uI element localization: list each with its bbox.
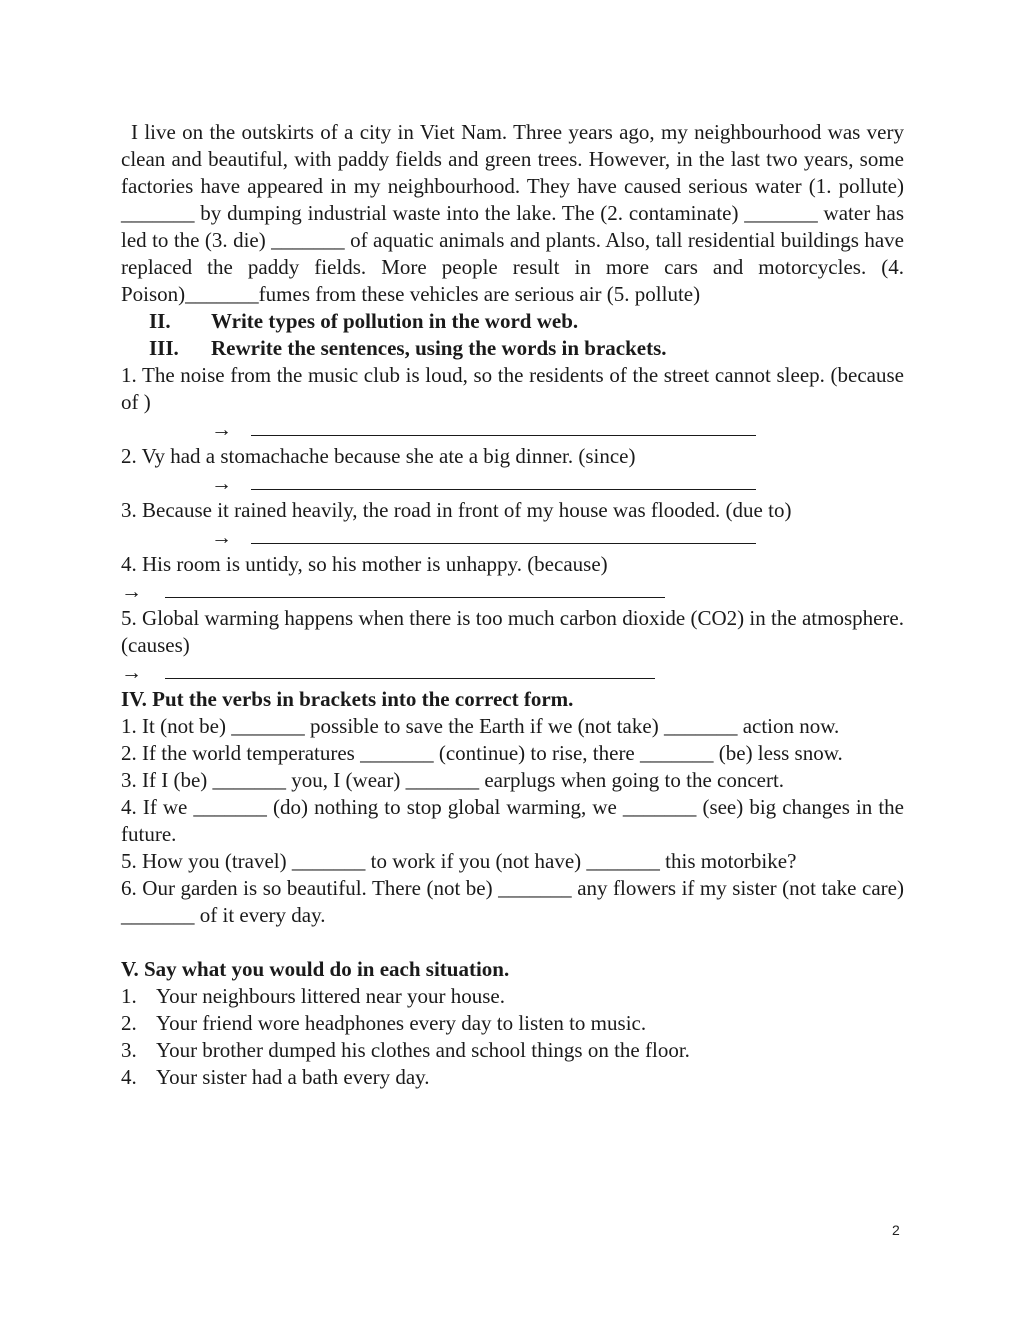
answer-line-3[interactable] bbox=[121, 524, 904, 551]
answer-blank[interactable] bbox=[251, 473, 756, 490]
passage-paragraph: I live on the outskirts of a city in Viet Nam. Three years ago, my neighbourhood was very clean and beautiful, with paddy fields and green trees. However, in the last two years, some factories have appeared in my neighbourhood. They have caused serious water (1. pollute) _______ by dumping industrial waste into the lake. The (2. contaminate) _______ water has led to the (3. die) _______ of aquatic animals and plants. Also, tall residential buildings have replaced the paddy fields. More people result in more cars and motorcycles. (4. Poison)_______fumes from these vehicles are serious air (5. pollute) bbox=[121, 120, 904, 306]
page-number: 2 bbox=[892, 1222, 900, 1238]
rewrite-item-5: 5. Global warming happens when there is too much carbon dioxide (CO2) in the atmosphere. (causes) bbox=[121, 606, 904, 657]
situation-item-3 bbox=[121, 1037, 904, 1064]
section-3-numeral: III. bbox=[149, 336, 179, 360]
rewrite-item-4: 4. His room is untidy, so his mother is unhappy. (because) bbox=[121, 552, 608, 576]
answer-line-5[interactable] bbox=[121, 659, 904, 686]
verb-item-6: 6. Our garden is so beautiful. There (not be) _______ any flowers if my sister (not take care) _______ of it every day. bbox=[121, 876, 904, 927]
situation-item-4 bbox=[121, 1064, 904, 1091]
arrow-icon: → bbox=[211, 525, 232, 549]
arrow-icon: → bbox=[211, 471, 232, 495]
section-2-title: Write types of pollution in the word web. bbox=[211, 309, 579, 333]
section-4-heading: IV. Put the verbs in brackets into the correct form. bbox=[121, 687, 574, 711]
arrow-icon: → bbox=[121, 660, 142, 684]
section-3-heading bbox=[121, 335, 904, 362]
situation-text: Your sister had a bath every day. bbox=[156, 1065, 430, 1089]
rewrite-item-2: 2. Vy had a stomachache because she ate a big dinner. (since) bbox=[121, 444, 636, 468]
verb-item-3: 3. If I (be) _______ you, I (wear) _______ earplugs when going to the concert. bbox=[121, 768, 785, 792]
section-3-title: Rewrite the sentences, using the words in brackets. bbox=[211, 336, 667, 360]
answer-line-2[interactable] bbox=[121, 470, 904, 497]
answer-line-4[interactable] bbox=[121, 578, 904, 605]
verb-item-1: 1. It (not be) _______ possible to save the Earth if we (not take) _______ action now. bbox=[121, 714, 840, 738]
situation-text: Your neighbours littered near your house. bbox=[156, 984, 505, 1008]
situation-number: 4. bbox=[121, 1065, 137, 1089]
answer-blank[interactable] bbox=[251, 527, 756, 544]
arrow-icon: → bbox=[121, 579, 142, 603]
section-2-numeral: II. bbox=[149, 309, 171, 333]
answer-line-1[interactable] bbox=[121, 416, 904, 443]
section-2-heading bbox=[121, 308, 904, 335]
situation-number: 3. bbox=[121, 1038, 137, 1062]
situation-number: 2. bbox=[121, 1011, 137, 1035]
answer-blank[interactable] bbox=[165, 662, 655, 679]
answer-blank[interactable] bbox=[165, 581, 665, 598]
arrow-icon: → bbox=[211, 417, 232, 441]
verb-item-4: 4. If we _______ (do) nothing to stop global warming, we _______ (see) big changes in the future. bbox=[121, 795, 904, 846]
situation-item-2 bbox=[121, 1010, 904, 1037]
situation-item-1 bbox=[121, 983, 904, 1010]
verb-item-5: 5. How you (travel) _______ to work if you (not have) _______ this motorbike? bbox=[121, 849, 797, 873]
situation-text: Your friend wore headphones every day to listen to music. bbox=[156, 1011, 647, 1035]
situation-number: 1. bbox=[121, 984, 137, 1008]
answer-blank[interactable] bbox=[251, 419, 756, 436]
rewrite-item-1: 1. The noise from the music club is loud, so the residents of the street cannot sleep. (because of ) bbox=[121, 363, 904, 414]
verb-item-2: 2. If the world temperatures _______ (continue) to rise, there _______ (be) less snow. bbox=[121, 741, 843, 765]
worksheet-page bbox=[121, 119, 904, 1091]
rewrite-item-3: 3. Because it rained heavily, the road in front of my house was flooded. (due to) bbox=[121, 498, 792, 522]
situation-text: Your brother dumped his clothes and school things on the floor. bbox=[156, 1038, 690, 1062]
section-5-heading: V. Say what you would do in each situation. bbox=[121, 957, 510, 981]
